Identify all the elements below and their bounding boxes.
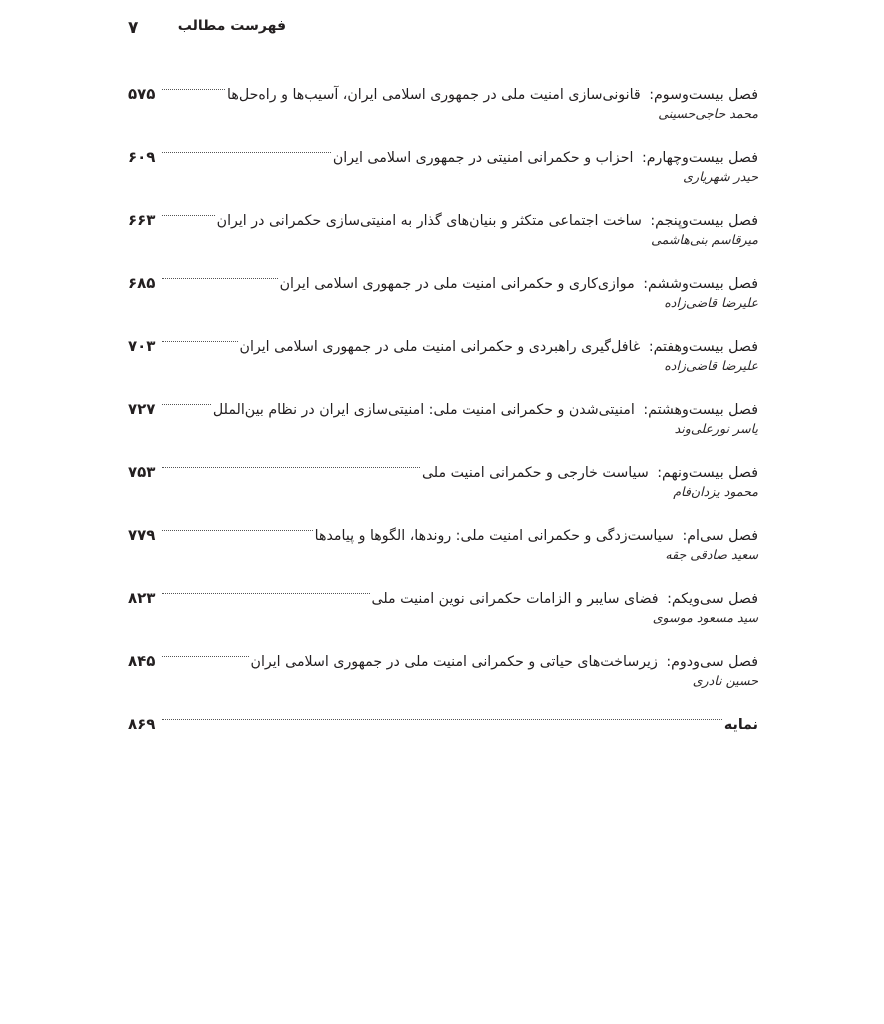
running-title: فهرست مطالب [177,18,286,34]
page-ref: ۷۲۷ [128,400,156,418]
chapter-author: میرقاسم بنی‌هاشمی [651,232,758,247]
toc-entry [128,635,758,698]
toc-entry [128,257,758,320]
toc-entry-link[interactable] [128,509,758,544]
toc-index-entry [128,698,758,733]
chapter-label: فصل بیست‌وسوم: [649,87,758,103]
page-ref: ۶۸۵ [128,274,156,292]
chapter-author: علیرضا قاضی‌زاده [664,295,758,310]
dot-leader [162,68,225,99]
page-ref: ۷۰۳ [128,337,156,355]
chapter-author: علیرضا قاضی‌زاده [664,358,758,373]
toc-entry [128,509,758,572]
page-number: ۷ [128,18,139,38]
chapter-title: غافل‌گیری راهبردی و حکمرانی امنیت ملی در جمهوری اسلامی ایران [239,339,641,355]
chapter-author: سعید صادقی جقه [665,547,758,562]
chapter-title: زیرساخت‌های حیاتی و حکمرانی امنیت ملی در جمهوری اسلامی ایران [250,654,658,670]
toc-entry-link[interactable] [128,635,758,670]
chapter-author: یاسر نورعلی‌وند [674,421,758,436]
chapter-author: محمد حاجی‌حسینی [658,106,758,121]
chapter-label: فصل بیست‌وچهارم: [641,150,758,166]
page-ref: ۷۵۳ [128,463,156,481]
chapter-author: سید مسعود موسوی [652,610,758,625]
toc-entry [128,131,758,194]
dot-leader [162,257,278,288]
page-ref: ۷۷۹ [128,526,156,544]
toc-entry [128,320,758,383]
chapter-label: فصل بیست‌ونهم: [657,465,758,481]
chapter-title: ساخت اجتماعی متکثر و بنیان‌های گذار به امنیتی‌سازی حکمرانی در ایران [216,213,642,229]
page-ref: ۶۰۹ [128,148,156,166]
dot-leader [162,383,211,414]
dot-leader [162,698,722,729]
toc-entry [128,446,758,509]
chapter-label: فصل سی‌ام: [682,528,758,544]
chapter-title: احزاب و حکمرانی امنیتی در جمهوری اسلامی ایران [332,150,634,166]
chapter-label: فصل بیست‌وپنجم: [650,213,758,229]
page-ref: ۶۶۳ [128,211,156,229]
chapter-author: حسین نادری [692,673,758,688]
page-ref: ۸۴۵ [128,652,156,670]
table-of-contents [128,68,758,733]
dot-leader [162,572,370,603]
toc-entry-link[interactable] [128,383,758,418]
chapter-author: حیدر شهریاری [683,169,758,184]
toc-entry-link[interactable] [128,68,758,103]
page-header [126,18,286,44]
dot-leader [162,446,420,477]
page-ref: ۸۶۹ [128,715,156,733]
dot-leader [162,509,313,540]
toc-entry-link[interactable] [128,572,758,607]
chapter-title: قانونی‌سازی امنیت ملی در جمهوری اسلامی ایران، آسیب‌ها و راه‌حل‌ها [227,87,641,103]
toc-entry-link[interactable] [128,446,758,481]
page-ref: ۵۷۵ [128,85,156,103]
toc-entry [128,194,758,257]
index-label: نمایه [723,717,758,733]
chapter-label: فصل سی‌ویکم: [667,591,758,607]
toc-entry [128,383,758,446]
toc-entry-title [251,647,758,678]
chapter-title: امنیتی‌شدن و حکمرانی امنیت ملی: امنیتی‌سازی ایران در نظام بین‌الملل [212,402,635,418]
dot-leader [162,635,249,666]
chapter-label: فصل بیست‌وهفتم: [648,339,758,355]
toc-entry-link[interactable] [128,320,758,355]
toc-entry [128,572,758,635]
toc-index-link[interactable] [128,698,758,733]
chapter-label: فصل بیست‌وهشتم: [643,402,758,418]
dot-leader [162,131,331,162]
toc-entry [128,68,758,131]
dot-leader [162,194,215,225]
chapter-title: فضای سایبر و الزامات حکمرانی نوین امنیت ملی [371,591,659,607]
toc-entry-link[interactable] [128,131,758,166]
chapter-title: سیاست خارجی و حکمرانی امنیت ملی [421,465,649,481]
toc-entry-link[interactable] [128,194,758,229]
chapter-label: فصل سی‌ودوم: [666,654,758,670]
page-ref: ۸۲۳ [128,589,156,607]
chapter-title: موازی‌کاری و حکمرانی امنیت ملی در جمهوری اسلامی ایران [279,276,635,292]
chapter-author: محمود یزدان‌فام [673,484,758,499]
chapter-label: فصل بیست‌وششم: [643,276,758,292]
dot-leader [162,320,238,351]
chapter-title: سیاست‌زدگی و حکمرانی امنیت ملی: روندها، الگوها و پیامدها [314,528,674,544]
toc-entry-link[interactable] [128,257,758,292]
